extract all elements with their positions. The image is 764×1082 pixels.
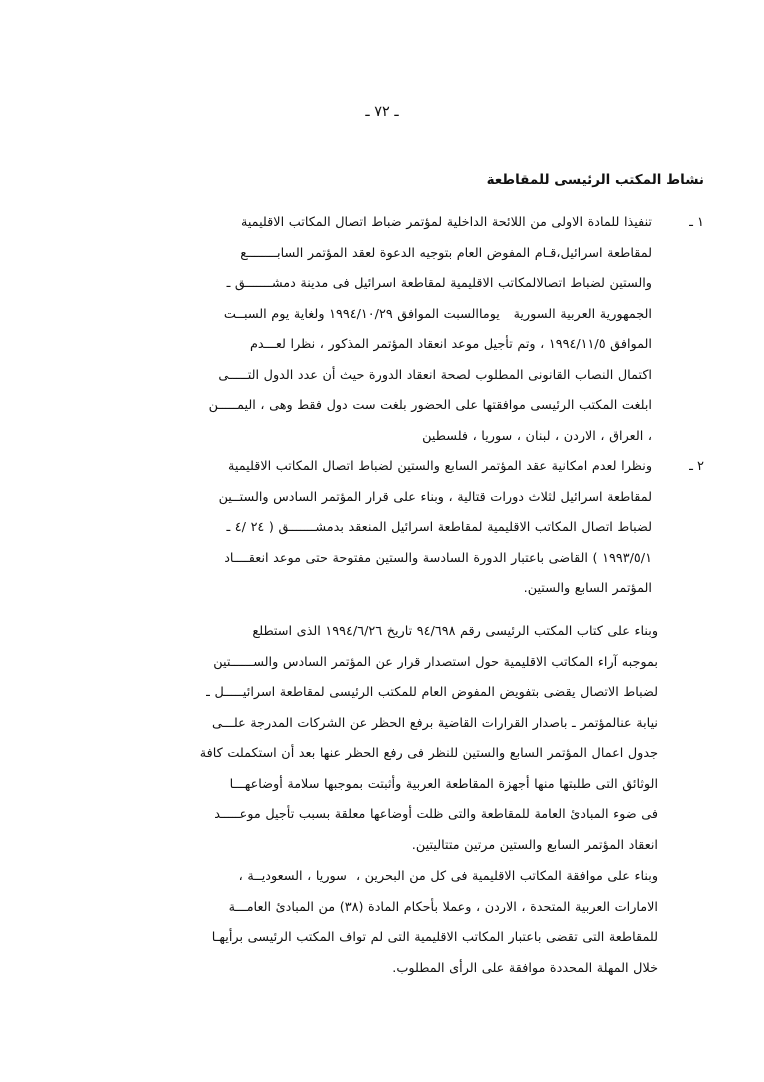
text-line: الوثائق التى طلبتها منها أجهزة المقاطعة العربية وأثبتت بموجبها سلامة أوضاعهـــا [229, 776, 658, 792]
text-line: وبناء على كتاب المكتب الرئيسى رقم ٩٤/٦٩٨ تاريخ ١٩٩٤/٦/٢٦ الذى استطلع [252, 624, 658, 639]
text-line: نيابة عنالمؤتمر ـ باصدار القرارات القاضية برفع الحظر عن الشركات المدرجة علـــى [211, 715, 658, 731]
text-line: خلال المهلة المحددة موافقة على الرأى المطلوب. [392, 960, 658, 976]
paragraph-2-text [58, 862, 704, 984]
item-1-text [58, 208, 652, 452]
text-line: جدول اعمال المؤتمر السابع والستين للنظر فى رفع الحظر عنها بعد أن استكملت كافة [199, 746, 658, 761]
page-number: ـ ٧٢ ـ [365, 104, 399, 120]
text-line: الموافق ١٩٩٤/١١/٥ ، وتم تأجيل موعد انعقاد المؤتمر المذكور ، نظرا لعـــدم [249, 337, 652, 352]
text-line: انعقاد المؤتمر السابع والستين مرتين متتاليتين. [411, 837, 658, 853]
text-line: والستين لضباط اتصالالمكاتب الاقليمية لمقاطعة اسرائيل فى مدينة دمشـــــــق ـ [226, 276, 652, 291]
text-line: بموجبه آراء المكاتب الاقليمية حول استصدار قرار عن المؤتمر السادس والســــــتين [213, 654, 658, 670]
text-line: لضباط الاتصال يقضى بتفويض المفوض العام للمكتب الرئيسى لمقاطعة اسرائيـــــل ـ [206, 685, 658, 700]
text-line: الامارات العربية المتحدة ، الاردن ، وعملا بأحكام المادة (٣٨) من المبادئ العامـــة [228, 899, 658, 915]
item-2-text [58, 452, 652, 605]
text-line: ، العراق ، الاردن ، لبنان ، سوريا ، فلسطين [422, 428, 652, 444]
text-line: للمقاطعة التى تقضى باعتبار المكاتب الاقليمية التى لم تواف المكتب الرئيسى برأيهـا [211, 930, 658, 945]
numbered-item-1 [58, 208, 704, 452]
text-line: فى ضوء المبادئ العامة للمقاطعة والتى ظلت أوضاعها معلقة بسبب تأجيل موعـــــد [214, 807, 658, 822]
numbered-item-2 [58, 452, 704, 605]
text-line: تنفيذا للمادة الاولى من اللائحة الداخلية لمؤتمر ضباط اتصال المكاتب الاقليمية [240, 215, 652, 230]
text-line: ابلغت المكتب الرئيسى موافقتها على الحضور بلغت ست دول فقط وهى ، اليمـــــن [208, 398, 652, 413]
paragraph-1-text [58, 617, 704, 861]
text-line: المؤتمر السابع والستين. [523, 581, 652, 596]
text-line: ونظرا لعدم امكانية عقد المؤتمر السابع والستين لضباط اتصال المكاتب الاقليمية [227, 459, 652, 474]
text-line: ١٩٩٣/٥/١ ) القاضى باعتبار الدورة السادسة والستين مفتوحة حتى موعد انعقــــاد [224, 550, 652, 566]
text-line: لمقاطعة اسرائيل،قـام المفوض العام بتوجيه الدعوة لعقد المؤتمر السابــــــــع [240, 245, 652, 261]
item-marker-2: ٢ ـ [689, 459, 704, 474]
paragraph-2 [58, 862, 704, 984]
text-line: الجمهورية العربية السورية يوماالسبت الموافق ١٩٩٤/١٠/٢٩ ولغاية يوم السبــت [223, 306, 652, 322]
text-line: لضباط اتصال المكاتب الاقليمية لمقاطعة اسرائيل المنعقد بدمشـــــــق ( ٢٤ /٤ ـ [226, 520, 652, 535]
item-marker-1: ١ ـ [689, 215, 704, 230]
paragraph-1 [58, 617, 704, 861]
text-line: وبناء على موافقة المكاتب الاقليمية فى كل من البحرين ، سوريا ، السعوديــة ، [238, 869, 658, 884]
section-heading: نشاط المكتب الرئيسى للمقاطعة [486, 172, 704, 188]
text-line: لمقاطعة اسرائيل لثلاث دورات قتالية ، وبناء على قرار المؤتمر السادس والستــين [218, 489, 652, 505]
text-line: اكتمال النصاب القانونى المطلوب لصحة انعقاد الدورة حيث أن عدد الدول التـــــى [218, 367, 652, 383]
